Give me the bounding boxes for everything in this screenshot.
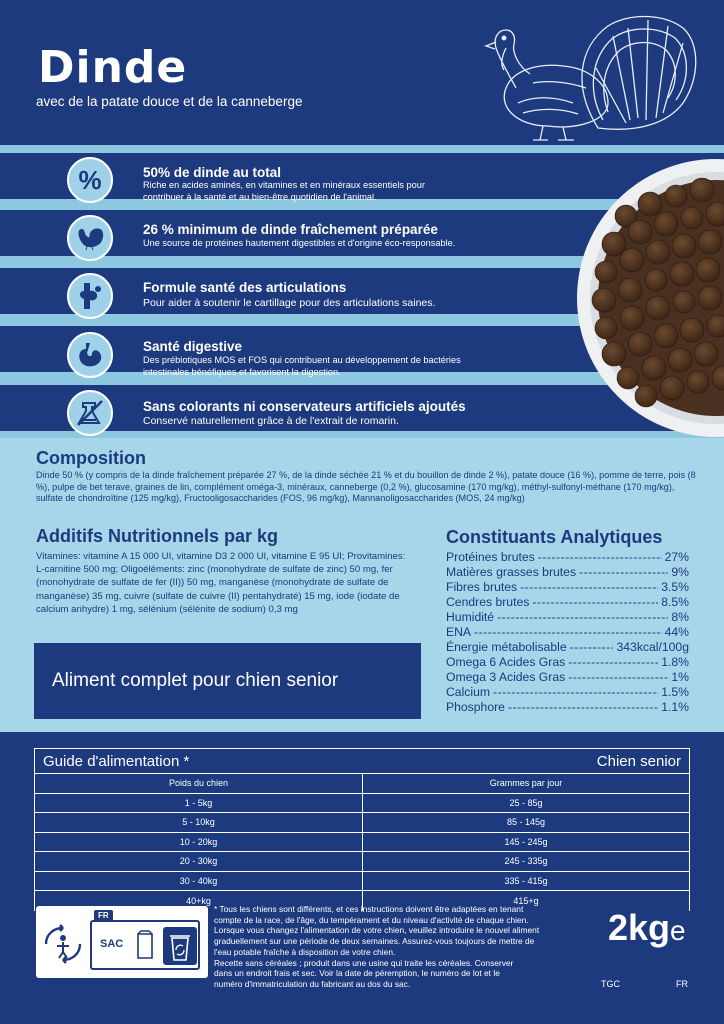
analytical-label: ENA: [446, 625, 472, 639]
analytical-label: Énergie métabolisable: [446, 640, 567, 654]
estimated-sign-icon: e: [670, 915, 686, 946]
analytical-label: Fibres brutes: [446, 580, 518, 594]
analytical-row: [446, 610, 689, 625]
bag-icon: [136, 930, 154, 960]
feature-title: 26 % minimum de dinde fraîchement préparée: [143, 222, 438, 237]
joint-bone-icon: [67, 273, 113, 319]
feeding-guide-table: [34, 748, 690, 911]
table-row: [34, 872, 690, 892]
feature-title: 50% de dinde au total: [143, 165, 282, 180]
feature-text: [143, 416, 399, 428]
composition-title: Composition: [36, 448, 146, 468]
note-line: l'eau potable fraîche à disposition de votre chien.: [214, 946, 396, 957]
analytical-row: [446, 700, 689, 715]
weight-cell: 40+kg: [35, 891, 363, 911]
feature-line: Une source de protéines hautement digestibles et d'origine éco-responsable.: [143, 238, 456, 248]
analytical-value: 1.8%: [661, 655, 689, 669]
table-header-row: [34, 774, 690, 794]
language-code: FR: [676, 979, 688, 989]
feature-title: Sans colorants ni conservateurs artificiels ajoutés: [143, 399, 466, 414]
feeding-notes: [214, 904, 594, 990]
feature-line: Des prébiotiques MOS et FOS qui contribuent au développement de bactéries: [143, 355, 461, 365]
analytical-value: 44%: [664, 625, 689, 639]
percent-icon: %: [67, 157, 113, 203]
table-row: [34, 852, 690, 872]
product-code: TGC: [601, 979, 620, 989]
sac-box: [90, 920, 200, 970]
turkey-illustration-icon: [478, 8, 700, 142]
food-bowl-image: [576, 156, 724, 440]
feature-line: contribuer à la santé et au bien-être quotidien de l'animal.: [143, 191, 377, 202]
note-line: graduellement sur une période de deux semaines. Assurez-vous toujours de mettre de: [214, 936, 535, 947]
analytical-row: [446, 565, 689, 580]
grams-cell: 245 - 335g: [504, 856, 548, 867]
additives-title: Additifs Nutritionnels par kg: [36, 526, 279, 546]
composition-text: Dinde 50 % (y compris de la dinde fraîchement préparée 27 %, de la dinde séchée 21 % et du bouillon de dinde 2 %), patate douce (16 %), pomme de terre, pois (8 %), pulpe de bet terave, graines de lin, complément oméga-3, minéraux, canneberge (0,2 %), glucosamine (170 mg/kg), méthyl-sulfonyl-méthane (170 mg/kg), sulfate de chondroïtine (125 mg/kg), Fructooligosaccharides (FOS, 96 mg/kg), Mannanoligosaccharides (MOS, 24 mg/kg): [36, 470, 696, 504]
grams-cell: 85 - 145g: [506, 817, 546, 828]
grams-cell: 415+g: [513, 895, 539, 906]
analytical-value: 1.5%: [661, 685, 689, 699]
analytical-label: Protéines brutes: [446, 550, 535, 564]
analytical-row: [446, 550, 689, 565]
recycling-bin-icon: [162, 926, 198, 966]
analytical-value: 1.1%: [661, 700, 689, 714]
country-tag: FR: [94, 910, 113, 921]
analytical-list: [446, 550, 689, 715]
analytical-row: [446, 580, 689, 595]
analytical-label: Matières grasses brutes: [446, 565, 577, 579]
grams-cell: 335 - 415g: [504, 875, 548, 886]
product-title: Dinde: [38, 42, 188, 93]
sac-label: SAC: [100, 938, 124, 950]
weight-cell: 5 - 10kg: [35, 813, 363, 832]
weight-cell: 20 - 30kg: [35, 852, 363, 871]
note-line: Lorsque vous changez l'alimentation de votre chien, veuillez introduire le nouvel aliment: [214, 925, 540, 936]
analytical-row: [446, 655, 689, 670]
analytical-row: [446, 625, 689, 640]
feature-text: [143, 180, 425, 203]
feature-line: Pour aider à soutenir le cartillage pour des articulations saines.: [143, 297, 436, 309]
analytical-row: [446, 640, 689, 655]
feature-line: Riche en acides aminés, en vitamines et en minéraux essentiels pour: [143, 180, 425, 190]
feeding-guide-subtitle: Chien senior: [596, 752, 681, 770]
feature-line: Conservé naturellement grâce à de l'extrait de romarin.: [143, 415, 399, 427]
feature-text: [143, 238, 455, 250]
analytical-row: [446, 670, 689, 685]
analytical-value: 3.5%: [661, 580, 689, 594]
table-row: [34, 794, 690, 814]
weight-cell: 30 - 40kg: [35, 872, 363, 891]
table-row: [34, 813, 690, 833]
recycling-logo: [36, 906, 208, 978]
weight-cell: 1 - 5kg: [35, 794, 363, 813]
analytical-label: Omega 3 Acides Gras: [446, 670, 566, 684]
analytical-value: 343kcal/100g: [616, 640, 689, 654]
analytical-label: Omega 6 Acides Gras: [446, 655, 566, 669]
analytical-label: Humidité: [446, 610, 495, 624]
feeding-guide-header: [34, 748, 690, 774]
net-weight-value: 2kg: [608, 907, 671, 948]
feature-text: [143, 298, 435, 310]
feature-title: Santé digestive: [143, 339, 243, 354]
feature-text: [143, 355, 461, 378]
grams-cell: 145 - 245g: [504, 836, 548, 847]
header: [0, 0, 724, 145]
column-header: Grammes par jour: [489, 778, 563, 789]
analytical-row: [446, 685, 689, 700]
analytical-value: 1%: [671, 670, 689, 684]
feeding-guide-title: Guide d'alimentation *: [43, 752, 190, 770]
analytical-label: Phosphore: [446, 700, 505, 714]
analytical-row: [446, 595, 689, 610]
note-line: dans un endroit frais et sec. Voir la date de péremption, le numéro de lot et le: [214, 968, 500, 979]
analytical-title: Constituants Analytiques: [446, 527, 663, 547]
analytical-value: 9%: [671, 565, 689, 579]
analytical-label: Calcium: [446, 685, 491, 699]
analytical-label: Cendres brutes: [446, 595, 530, 609]
product-subtitle: avec de la patate douce et de la canneberge: [36, 94, 303, 109]
note-line: * Tous les chiens sont différents, et ces instructions doivent être adaptées en tenant: [214, 904, 524, 914]
triman-icon: [40, 924, 86, 964]
no-additives-icon: [67, 390, 113, 436]
net-weight: [608, 907, 686, 949]
info-section: [0, 438, 724, 732]
analytical-value: 8.5%: [661, 595, 689, 609]
additives-text: Vitamines: vitamine A 15 000 UI, vitamine D3 2 000 UI, vitamine E 95 UI; Provitamines: L-carnitine 500 mg; Oligoéléments: zinc (monohydrate de sulfate de zinc) 50 mg, fer (monohydrate de sulfate de fer (II)) 50 mg, manganèse (monohydrate de sulfate de manganèse) 35 mg, cuivre (sulfate de cuivre (II) pentahydraté) 15 mg, iode (iodate de calcium anhydre) 1 mg, sélénium (sélénite de sodium) 0,3 mg: [36, 551, 406, 615]
complete-food-banner: Aliment complet pour chien senior: [34, 643, 421, 719]
analytical-value: 8%: [671, 610, 689, 624]
grams-cell: 25 - 85g: [509, 797, 543, 808]
feature-title: Formule santé des articulations: [143, 280, 347, 295]
turkey-icon: [67, 215, 113, 261]
stomach-icon: [67, 332, 113, 378]
weight-cell: 10 - 20kg: [35, 833, 363, 852]
note-line: numéro d'immatriculation du fabricant au dos du sac.: [214, 978, 411, 989]
feature-line: intestinales bénéfiques et favorisent la digestion.: [143, 366, 341, 377]
analytical-value: 27%: [664, 550, 689, 564]
note-line: Recette sans céréales ; produit dans une usine qui traite les céréales. Conserver: [214, 957, 514, 968]
column-header: Poids du chien: [35, 774, 363, 793]
note-line: compte de la race, de l'âge, du tempérament et du niveau d'activité de chaque chien.: [214, 914, 529, 925]
table-row: [34, 833, 690, 853]
